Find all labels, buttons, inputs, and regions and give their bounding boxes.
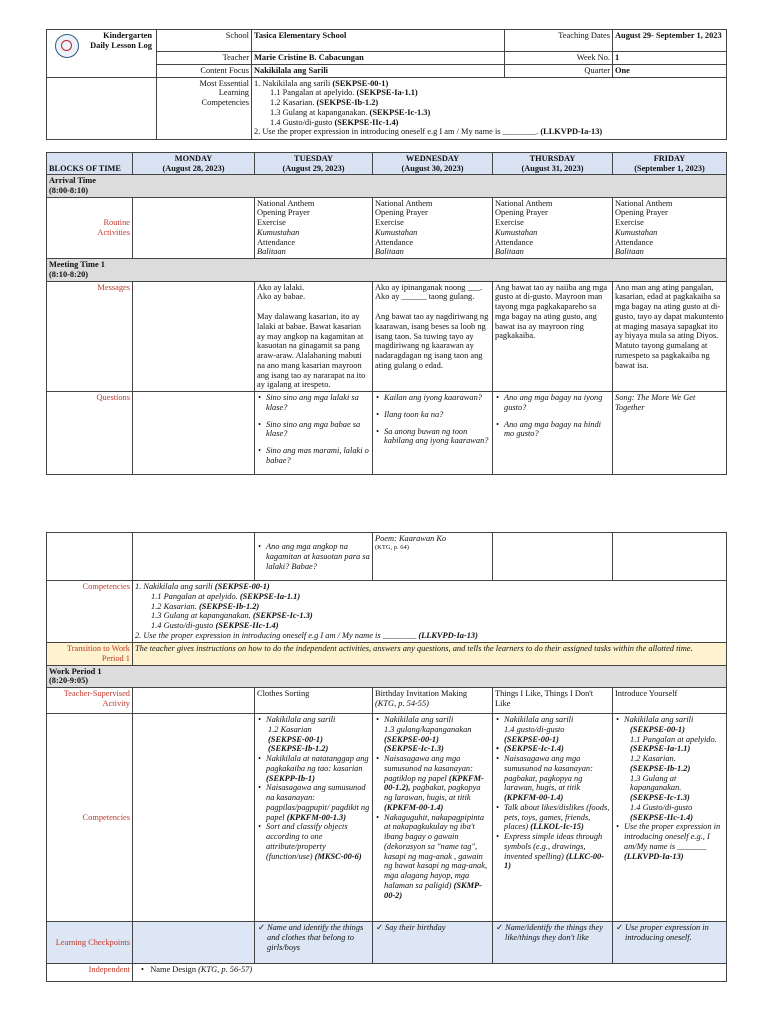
questions-thursday xyxy=(493,392,613,475)
question-item: • Sa anong buwan ng toon kabilang ang iyong kaarawan? xyxy=(383,427,490,447)
teacher-value: Marie Cristine B. Cabacungan xyxy=(252,52,505,65)
teaching-dates-value: August 29- September 1, 2023 xyxy=(613,30,727,52)
poem-wednesday: Poem: Kaarawan Ko (KTG, p. 64) xyxy=(373,533,493,581)
week-value: 1 xyxy=(613,52,727,65)
teaching-dates-label: Teaching Dates xyxy=(505,30,613,52)
day-header-wednesday: WEDNESDAY (August 30, 2023) xyxy=(373,153,493,175)
learning-checkpoints-label: Learning Checkpoints xyxy=(47,922,133,964)
tsa-thursday: Things I Like, Things I Don't Like xyxy=(493,688,613,714)
independent-activity: • Name Design (KTG, p. 56-57) xyxy=(133,964,727,982)
header-table xyxy=(46,29,727,140)
question-item: • Ilang toon ka na? xyxy=(383,410,490,420)
checkpoint-tuesday: ✓ Name and identify the things and clothes that belong to girls/boys xyxy=(255,922,373,964)
checkpoint-wednesday: ✓ Say their birthday xyxy=(373,922,493,964)
page2-table xyxy=(46,532,727,982)
arrival-time-band: Arrival Time (8:00-8:10) xyxy=(47,175,727,198)
school-label: School xyxy=(157,30,252,52)
question-item: • Sino ang mas marami, lalaki o babae? xyxy=(265,446,370,466)
work-period-band: Work Period 1 (8:20-9:05) xyxy=(47,665,727,688)
question-item: • Sino sino ang mga babae sa klase? xyxy=(265,420,370,440)
questions-wednesday xyxy=(373,392,493,475)
quarter-value: One xyxy=(613,64,727,77)
doc-title-line1: Kindergarten xyxy=(103,31,152,40)
tsa-friday: Introduce Yourself xyxy=(613,688,727,714)
transition-text: The teacher gives instructions on how to do the independent activities, answers any questions, and tells the learners to do their assigned tasks within the allotted time. xyxy=(133,643,727,666)
deped-seal-icon xyxy=(55,34,79,58)
wp-competencies-wednesday: • Nakikilala ang sarili 1.3 gulang/kapanganakan (SEKPSE-00-1) (SEKPSE-Ic-1.3) • Naisasagawa ang mga sumusunod na kasanayan: pagtiklop ng papel (KPKFM-00-1.2), pagbakat, pagkopya ng larawan, hugis, at titik (KPKFM-00-1.4) • Nakaguguhit, nakapagpipinta at nakapagkukulay ng iba't ibang bagay o gawain (dekorasyon sa "name tag", kasapi ng mag-anak , gawain ng bawat kasapi ng mag-anak, mga alagang hayop, mga halaman sa paligid) (SKMP-00-2) xyxy=(373,714,493,922)
mel-label: Most Essential Learning Competencies xyxy=(157,77,252,139)
routine-thursday: National Anthem Opening Prayer Exercise Kumustahan Attendance Balitaan xyxy=(493,197,613,259)
checkpoint-thursday: ✓ Name/identify the things they like/things they don't like xyxy=(493,922,613,964)
routine-tuesday: National Anthem Opening Prayer Exercise Kumustahan Attendance Balitaan xyxy=(255,197,373,259)
routine-friday: National Anthem Opening Prayer Exercise Kumustahan Attendance Balitaan xyxy=(613,197,727,259)
day-header-friday: FRIDAY (September 1, 2023) xyxy=(613,153,727,175)
tsa-tuesday: Clothes Sorting xyxy=(255,688,373,714)
question-item: • Kailan ang iyong kaarawan? xyxy=(383,393,490,403)
day-header-monday: MONDAY (August 28, 2023) xyxy=(133,153,255,175)
wp-competencies-tuesday: • Nakikilala ang sarili 1.2 Kasarian (SEKPSE-00-1) (SEKPSE-Ib-1.2) • Nakikilala at natatanggap ang pagkakaiba ng tao: kasarian (SEKPP-Ib-1) • Naisasagawa ang sumusunod na kasanayan: pagpilas/pagpupit/ pagdikit ng papel (KPKFM-00-1.3) • Sort and classify objects according to one attribute/property (function/use) (MKSC-00-6) xyxy=(255,714,373,922)
messages-tuesday: Ako ay lalaki. Ako ay babae. May dalawang kasarian, ito ay lalaki at babae. Bawat kasarian ay may angkop na kagamitan at kasuotan na ginagamit sa pang araw-araw. Alalahaning mabuti na ano mang kasarian mayroon ang isang tao ay nararapat na ito ay igalang at irespeto. xyxy=(255,281,373,392)
wp-competencies-label: Competencies xyxy=(47,714,133,922)
messages-wednesday: Ako ay ipinanganak noong ___. Ako ay ______ taong gulang. Ang bawat tao ay nagdiriwang ng kaarawan, isang beses sa loob ng isang taon. Sa tuwing tayo ay magdiriwang ng kaarawan ay nadaragdagan ng isang taon ang ating gulang o edad. xyxy=(373,281,493,392)
competencies-list: 1. Nakikilala ang sarili (SEKPSE-00-1) 1.1 Pangalan at apelyido. (SEKPSE-Ia-1.1) 1.2 Kasarian. (SEKPSE-Ib-1.2) 1.3 Gulang at kapanganakan. (SEKPSE-Ic-1.3) 1.4 Gusto/di-gusto (SEKPSE-IIc-1.4) 2. Use the proper expression in introducing oneself e.g I am / My name is ________ (LLKVPD-Ia-13) xyxy=(133,581,727,643)
content-focus-value: Nakikilala ang Sarili xyxy=(252,64,505,77)
independent-label: Independent xyxy=(47,964,133,982)
schedule-table xyxy=(46,152,727,475)
meeting-time-band: Meeting Time 1 (8:10-8:20) xyxy=(47,259,727,282)
blocks-of-time-header: BLOCKS OF TIME xyxy=(47,153,133,175)
transition-label: Transition to Work Period 1 xyxy=(47,643,133,666)
question-item: • Ano ang mga angkop na kagamitan at kasuotan para sa lalaki? Babae? xyxy=(265,542,370,571)
day-header-tuesday: TUESDAY (August 29, 2023) xyxy=(255,153,373,175)
messages-thursday: Ang bawat tao ay naiiba ang mga gusto at di-gusto. Mayroon man tayong mga pagkakapareho sa mga bagay na ating gusto, ang bawat isa ay mayroon ring pagkakaiba. xyxy=(493,281,613,392)
question-item: • Ano ang mga bagay na iyong gusto? xyxy=(503,393,610,413)
tsa-wednesday: Birthday Invitation Making (KTG, p. 54-55) xyxy=(373,688,493,714)
routine-activities-label: Routine Activities xyxy=(47,197,133,259)
routine-wednesday: National Anthem Opening Prayer Exercise Kumustahan Attendance Balitaan xyxy=(373,197,493,259)
deped-logo-cell xyxy=(47,30,157,78)
questions-friday: Song: The More We Get Together xyxy=(613,392,727,475)
wp-competencies-thursday: • Nakikilala ang sarili 1.4 gusto/di-gusto (SEKPSE-00-1) • (SEKPSE-Ic-1.4) • Naisasagawa ang mga sumusunod na kasanayan: pagbakat, pagkopya ng larawan, hugis, at titik (KPKFM-00-1.4) • Talk about likes/dislikes (foods, pets, toys, games, friends, places) (LLKOL-Ic-15) • Express simple ideas through symbols (e.g., drawings, invented spelling) (LLKC-00-1) xyxy=(493,714,613,922)
wp-competencies-friday: • Nakikilala ang sarili (SEKPSE-00-1) 1.1 Pangalan at apelyido. (SEKPSE-Ia-1.1) 1.2 Kasarian. (SEKPSE-Ib-1.2) 1.3 Gulang at kapanganakan. (SEKPSE-Ic-1.3) 1.4 Gusto/di-gusto (SEKPSE-IIc-1.4) • Use the proper expression in introducing oneself e.g., I am/My name is _______ (LLKVPD-Ia-13) xyxy=(613,714,727,922)
messages-friday: Ano man ang ating pangalan, kasarian, edad at pagkakaiba sa mga bagay na ating gusto at di-gusto, tayo ay dapat makuntento at maging masaya sapagkat ito ay biyaya mula sa ating Diyos. Matuto tayong gumalang at rumespeto sa pagkakaiba ng bawat isa. xyxy=(613,281,727,392)
day-header-thursday: THURSDAY (August 31, 2023) xyxy=(493,153,613,175)
week-label: Week No. xyxy=(505,52,613,65)
questions-tuesday xyxy=(255,392,373,475)
teacher-label: Teacher xyxy=(157,52,252,65)
questions-label: Questions xyxy=(47,392,133,475)
content-focus-label: Content Focus xyxy=(157,64,252,77)
questions-monday xyxy=(133,392,255,475)
messages-monday xyxy=(133,281,255,392)
questions-tuesday-cont xyxy=(255,533,373,581)
mel-list: 1. Nakikilala ang sarili (SEKPSE-00-1) 1.1 Pangalan at apelyido. (SEKPSE-Ia-1.1) 1.2 Kasarian. (SEKPSE-Ib-1.2) 1.3 Gulang at kapanganakan. (SEKPSE-Ic-1.3) 1.4 Gusto/di-gusto (SEKPSE-IIc-1.4) 2. Use the proper expression in introducing oneself e.g I am / My name is ________. (LLKVPD-Ia-13) xyxy=(252,77,727,139)
competencies-label: Competencies xyxy=(47,581,133,643)
messages-label: Messages xyxy=(47,281,133,392)
question-item: • Ano ang mga bagay na hindi mo gusto? xyxy=(503,420,610,440)
question-item: • Sino sino ang mga lalaki sa klase? xyxy=(265,393,370,413)
school-value: Tasica Elementary School xyxy=(252,30,505,52)
doc-title-line2: Daily Lesson Log xyxy=(90,40,152,50)
quarter-label: Quarter xyxy=(505,64,613,77)
routine-monday xyxy=(133,197,255,259)
checkpoint-friday: ✓ Use proper expression in introducing oneself. xyxy=(613,922,727,964)
teacher-supervised-label: Teacher-Supervised Activity xyxy=(47,688,133,714)
